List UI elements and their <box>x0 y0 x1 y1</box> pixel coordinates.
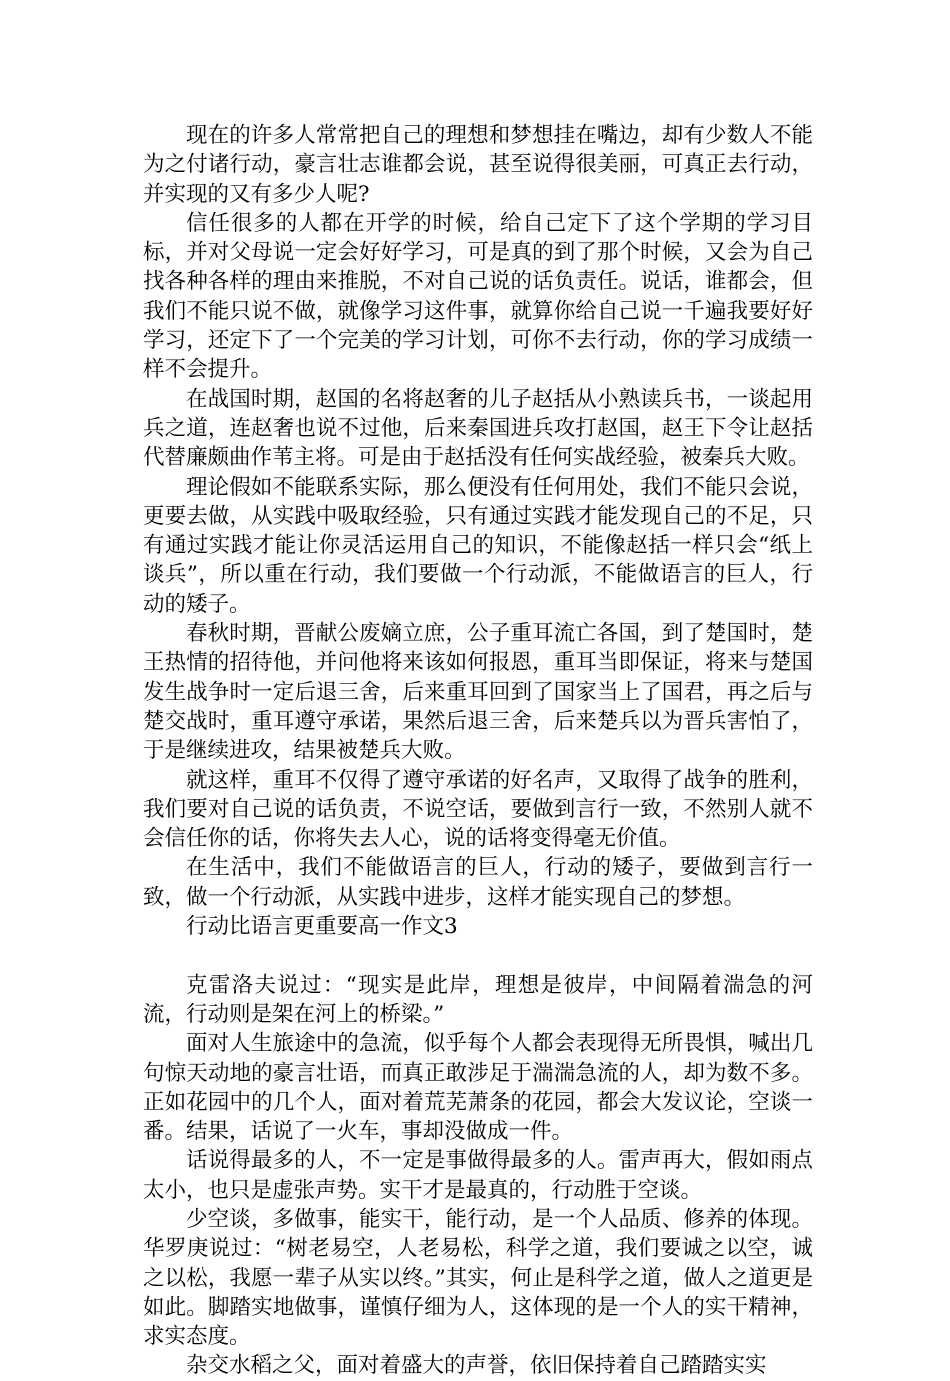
paragraph-8: 克雷洛夫说过：“现实是此岸，理想是彼岸，中间隔着湍急的河流，行动则是架在河上的桥梁。” <box>143 972 813 1027</box>
paragraph-6: 就这样，重耳不仅得了遵守承诺的好名声，又取得了战争的胜利，我们要对自己说的话负责，不说空话，要做到言行一致，不然别人就不会信任你的话，你将失去人心，说的话将变得毫无价值。 <box>143 767 813 852</box>
paragraph-1: 现在的许多人常常把自己的理想和梦想挂在嘴边，却有少数人不能为之付诸行动，豪言壮志谁都会说，甚至说得很美丽，可真正去行动，并实现的又有多少人呢? <box>143 123 813 207</box>
document-page <box>143 121 813 1381</box>
paragraph-5: 春秋时期，晋献公废嫡立庶，公子重耳流亡各国，到了楚国时，楚王热情的招待他，并问他将来该如何报恩，重耳当即保证，将来与楚国发生战争时一定后退三舍，后来重耳回到了国家当上了国君，再之后与楚交战时，重耳遵守承诺，果然后退三舍，后来楚兵以为晋兵害怕了，于是继续进攻，结果被楚兵大败。 <box>143 621 813 764</box>
paragraph-2: 信任很多的人都在开学的时候，给自己定下了这个学期的学习目标，并对父母说一定会好好学习，可是真的到了那个时候，又会为自己找各种各样的理由来推脱，不对自己说的话负责任。说话，谁都会，但我们不能只说不做，就像学习这件事，就算你给自己说一千遍我要好好学习，还定下了一个完美的学习计划，可你不去行动，你的学习成绩一样不会提升。 <box>143 210 813 383</box>
paragraph-12: 杂交水稻之父，面对着盛大的声誉，依旧保持着自己踏踏实实 <box>186 1353 767 1379</box>
section-heading: 行动比语言更重要高一作文3 <box>186 914 458 940</box>
paragraph-9: 面对人生旅途中的急流，似乎每个人都会表现得无所畏惧，喊出几句惊天动地的豪言壮语，而真正敢涉足于湍湍急流的人，却为数不多。正如花园中的几个人，面对着荒芜萧条的花园，都会大发议论，空谈一番。结果，话说了一火车，事却没做成一件。 <box>143 1031 813 1145</box>
paragraph-10: 话说得最多的人，不一定是事做得最多的人。雷声再大，假如雨点太小，也只是虚张声势。实干才是最真的，行动胜于空谈。 <box>143 1148 813 1203</box>
paragraph-4: 理论假如不能联系实际，那么便没有任何用处，我们不能只会说，更要去做，从实践中吸取经验，只有通过实践才能发现自己的不足，只有通过实践才能让你灵活运用自己的知识，不能像赵括一样只会“纸上谈兵”，所以重在行动，我们要做一个行动派，不能做语言的巨人，行动的矮子。 <box>143 474 813 617</box>
paragraph-3: 在战国时期，赵国的名将赵奢的儿子赵括从小熟读兵书，一谈起用兵之道，连赵奢也说不过他，后来秦国进兵攻打赵国，赵王下令让赵括代替廉颇曲作苇主将。可是由于赵括没有任何实战经验，被秦兵大败。 <box>143 386 813 471</box>
paragraph-11: 少空谈，多做事，能实干，能行动，是一个人品质、修养的体现。华罗庚说过：“树老易空，人老易松，科学之道，我们要诚之以空，诚之以松，我愿一辈子从实以终。”其实，何止是科学之道，做人之道更是如此。脚踏实地做事，谨慎仔细为人，这体现的是一个人的实干精神，求实态度。 <box>143 1206 813 1350</box>
paragraph-7: 在生活中，我们不能做语言的巨人，行动的矮子，要做到言行一致，做一个行动派，从实践中进步，这样才能实现自己的梦想。 <box>143 855 813 910</box>
